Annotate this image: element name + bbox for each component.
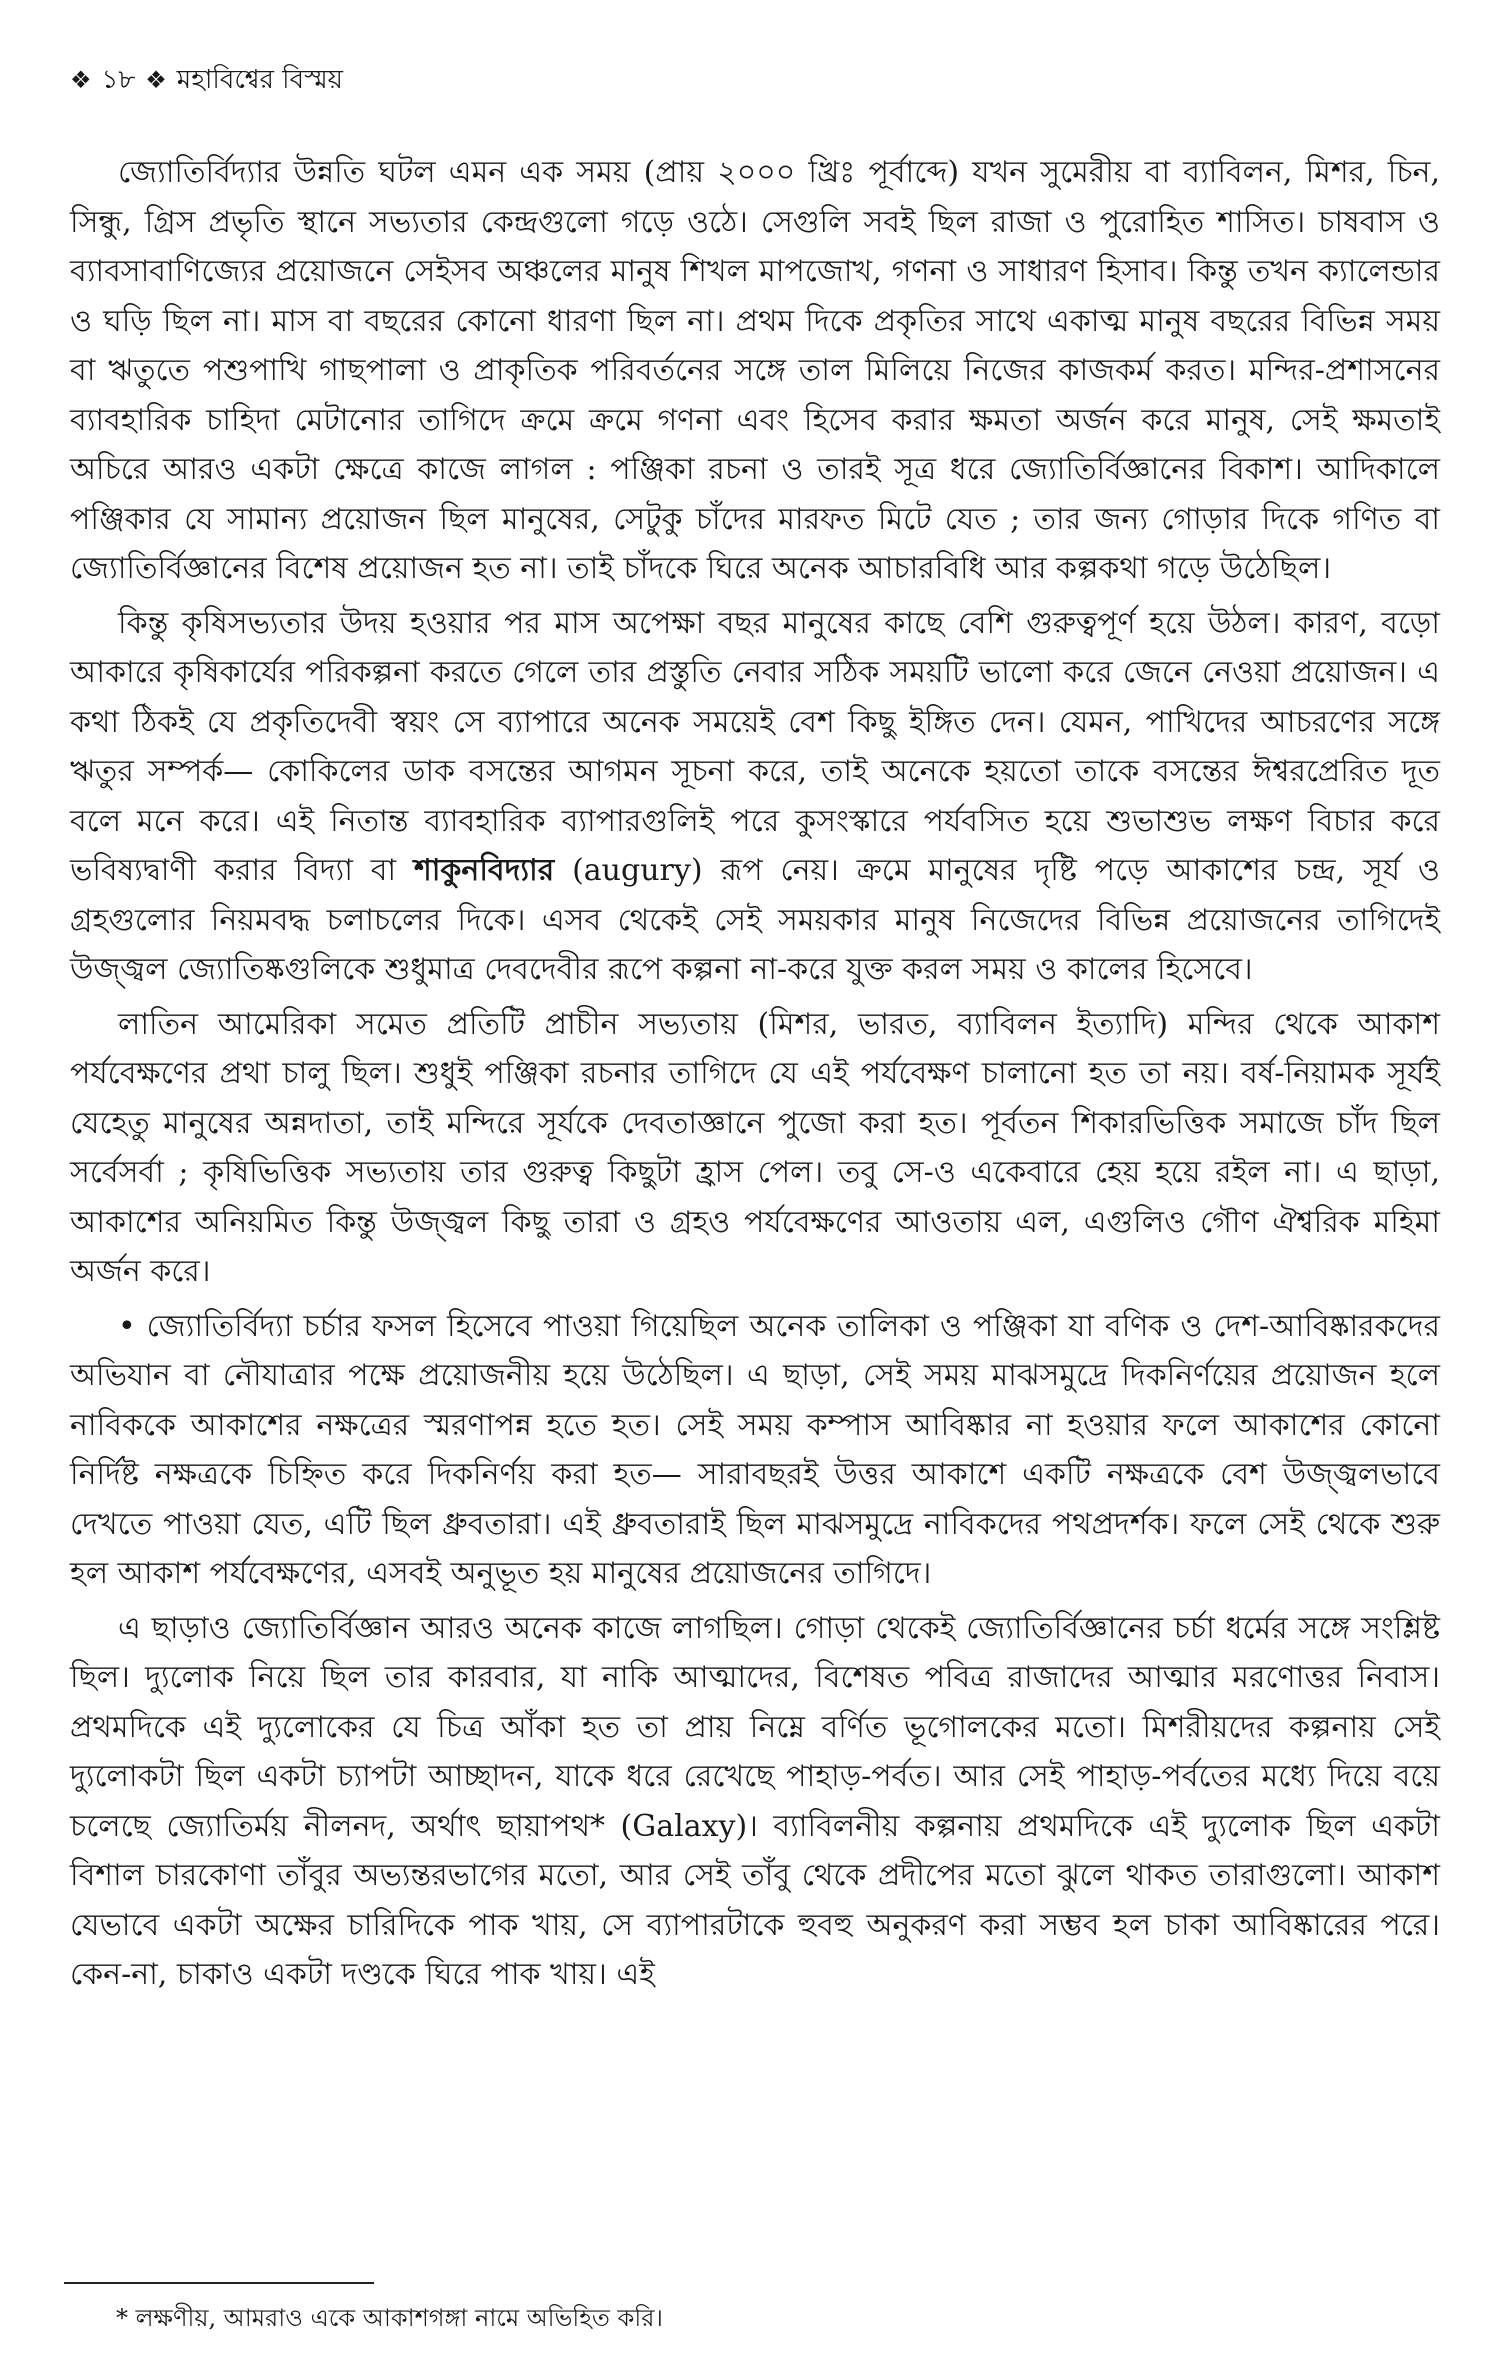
paragraph-text: কিন্তু কৃষিসভ্যতার উদয় হওয়ার পর মাস অপেক্ষা বছর মানুষের কাছে বেশি গুরুত্বপূর্ণ হয়ে উঠল। কারণ, বড়ো আকারে কৃষিকার্যের পরিকল্পনা করতে গেলে তার প্রস্তুতি নেবার সঠিক সময়টি ভালো করে জেনে নেওয়া প্রয়োজন। এ কথা ঠিকই যে প্রকৃতিদেবী স্বয়ং সে ব্যাপারে অনেক সময়েই বেশ কিছু ইঙ্গিত দেন। যেমন, পাখিদের আচরণের সঙ্গে ঋতুর সম্পর্ক— কোকিলের ডাক বসন্তের আগমন সূচনা করে, তাই অনেকে হয়তো তাকে বসন্তের ঈশ্বরপ্রেরিত দূত বলে মনে করে। এই নিতান্ত ব্যাবহারিক ব্যাপারগুলিই পরে কুসংস্কারে পর্যবসিত হয়ে শুভাশুভ লক্ষণ বিচার করে ভবিষ্যদ্বাণী করার বিদ্যা বা — [70, 605, 1440, 888]
bold-term: শাকুনবিদ্যার — [413, 853, 555, 888]
latin-term: (Galaxy) — [620, 1808, 748, 1844]
paragraph-text: এ ছাড়াও জ্যোতির্বিজ্ঞান আরও অনেক কাজে লাগছিল। গোড়া থেকেই জ্যোতির্বিজ্ঞানের চর্চা ধর্মের সঙ্গে সংশ্লিষ্ট ছিল। দ্যুলোক নিয়ে ছিল তার কারবার, যা নাকি আত্মাদের, বিশেষত পবিত্র রাজাদের আত্মার মরণোত্তর নিবাস। প্রথমদিকে এই দ্যুলোকের যে চিত্র আঁকা হত তা প্রায় নিম্নে বর্ণিত ভূগোলকের মতো। মিশরীয়দের কল্পনায় সেই দ্যুলোকটা ছিল একটা চ্যাপটা আচ্ছাদন, যাকে ধরে রেখেছে পাহাড়-পর্বত। আর সেই পাহাড়-পর্বতের মধ্যে দিয়ে বয়ে চলেছে জ্যোতির্ময় নীলনদ, অর্থাৎ ছায়াপথ* — [70, 1610, 1440, 1844]
footnote-divider — [64, 2282, 374, 2284]
paragraph — [70, 599, 1440, 995]
running-header — [60, 62, 1440, 102]
page-number: ১৮ — [101, 65, 136, 95]
ornament-diamond-icon: ❖ — [70, 66, 92, 94]
ornament-diamond-icon: ❖ — [145, 66, 167, 94]
body-text — [70, 148, 1440, 2000]
paragraph: লাতিন আমেরিকা সমেত প্রতিটি প্রাচীন সভ্যতায় (মিশর, ভারত, ব্যাবিলন ইত্যাদি) মন্দির থেকে আকাশ পর্যবেক্ষণের প্রথা চালু ছিল। শুধুই পঞ্জিকা রচনার তাগিদে যে এই পর্যবেক্ষণ চালানো হত তা নয়। বর্ষ-নিয়ামক সূর্যই যেহেতু মানুষের অন্নদাতা, তাই মন্দিরে সূর্যকে দেবতাজ্ঞানে পুজো করা হত। পূর্বতন শিকারভিত্তিক সমাজে চাঁদ ছিল সর্বেসর্বা ; কৃষিভিত্তিক সভ্যতায় তার গুরুত্ব কিছুটা হ্রাস পেল। তবু সে-ও একেবারে হেয় হয়ে রইল না। এ ছাড়া, আকাশের অনিয়মিত কিন্তু উজ্জ্বল কিছু তারা ও গ্রহও পর্যবেক্ষণের আওতায় এল, এগুলিও গৌণ ঐশ্বরিক মহিমা অর্জন করে। — [70, 1006, 1440, 1289]
footnote: * লক্ষণীয়, আমরাও একে আকাশগঙ্গা নামে অভিহিত করি। — [116, 2304, 663, 2332]
paragraph: • জ্যোতির্বিদ্যা চর্চার ফসল হিসেবে পাওয়া গিয়েছিল অনেক তালিকা ও পঞ্জিকা যা বণিক ও দেশ-আবিষ্কারকদের অভিযান বা নৌযাত্রার পক্ষে প্রয়োজনীয় হয়ে উঠেছিল। এ ছাড়া, সেই সময় মাঝসমুদ্রে দিকনির্ণয়ের প্রয়োজন হলে নাবিককে আকাশের নক্ষত্রের স্মরণাপন্ন হতে হত। সেই সময় কম্পাস আবিষ্কার না হওয়ার ফলে আকাশের কোনো নির্দিষ্ট নক্ষত্রকে চিহ্নিত করে দিকনির্ণয় করা হত— সারাবছরই উত্তর আকাশে একটি নক্ষত্রকে বেশ উজ্জ্বলভাবে দেখতে পাওয়া যেত, এটি ছিল ধ্রুবতারা। এই ধ্রুবতারাই ছিল মাঝসমুদ্রে নাবিকদের পথপ্রদর্শক। ফলে সেই থেকে শুরু হল আকাশ পর্যবেক্ষণের, এসবই অনুভূত হয় মানুষের প্রয়োজনের তাগিদে। — [70, 1308, 1440, 1591]
paragraph-text: রূপ নেয়। ক্রমে মানুষের দৃষ্টি পড়ে আকাশের চন্দ্র, সূর্য ও গ্রহগুলোর নিয়মবদ্ধ চলাচলের দিকে। এসব থেকেই সেই সময়কার মানুষ নিজেদের বিভিন্ন প্রয়োজনের তাগিদেই উজ্জ্বল জ্যোতিষ্কগুলিকে শুধুমাত্র দেবদেবীর রূপে কল্পনা না-করে যুক্ত করল সময় ও কালের হিসেবে। — [70, 853, 1440, 987]
paragraph — [70, 1604, 1440, 2000]
paragraph: জ্যোতির্বিদ্যার উন্নতি ঘটল এমন এক সময় (প্রায় ২০০০ খ্রিঃ পূর্বাব্দে) যখন সুমেরীয় বা ব্যাবিলন, মিশর, চিন, সিন্ধু, গ্রিস প্রভৃতি স্থানে সভ্যতার কেন্দ্রগুলো গড়ে ওঠে। সেগুলি সবই ছিল রাজা ও পুরোহিত শাসিত। চাষবাস ও ব্যাবসাবাণিজ্যের প্রয়োজনে সেইসব অঞ্চলের মানুষ শিখল মাপজোখ, গণনা ও সাধারণ হিসাব। কিন্তু তখন ক্যালেন্ডার ও ঘড়ি ছিল না। মাস বা বছরের কোনো ধারণা ছিল না। প্রথম দিকে প্রকৃতির সাথে একাত্ম মানুষ বছরের বিভিন্ন সময় বা ঋতুতে পশুপাখি গাছপালা ও প্রাকৃতিক পরিবর্তনের সঙ্গে তাল মিলিয়ে নিজের কাজকর্ম করত। মন্দির-প্রশাসনের ব্যাবহারিক চাহিদা মেটানোর তাগিদে ক্রমে ক্রমে গণনা এবং হিসেব করার ক্ষমতা অর্জন করে মানুষ, সেই ক্ষমতাই অচিরে আরও একটা ক্ষেত্রে কাজে লাগল : পঞ্জিকা রচনা ও তারই সূত্র ধরে জ্যোতির্বিজ্ঞানের বিকাশ। আদিকালে পঞ্জিকার যে সামান্য প্রয়োজন ছিল মানুষের, সেটুকু চাঁদের মারফত মিটে যেত ; তার জন্য গোড়ার দিকে গণিত বা জ্যোতির্বিজ্ঞানের বিশেষ প্রয়োজন হত না। তাই চাঁদকে ঘিরে অনেক আচারবিধি আর কল্পকথা গড়ে উঠেছিল। — [70, 155, 1440, 586]
book-title: মহাবিশ্বের বিস্ময় — [176, 65, 343, 95]
latin-term: (augury) — [572, 853, 703, 888]
paragraph-text: । ব্যাবিলনীয় কল্পনায় প্রথমদিকে এই দ্যুলোক ছিল একটা বিশাল চারকোণা তাঁবুর অভ্যন্তরভাগের মতো, আর সেই তাঁবু থেকে প্রদীপের মতো ঝুলে থাকত তারাগুলো। আকাশ যেভাবে একটা অক্ষের চারিদিকে পাক খায়, সে ব্যাপারটাকে হুবহু অনুকরণ করা সম্ভব হল চাকা আবিষ্কারের পরে। কেন-না, চাকাও একটা দণ্ডকে ঘিরে পাক খায়। এই — [70, 1808, 1440, 1992]
book-page — [70, 62, 1440, 2342]
